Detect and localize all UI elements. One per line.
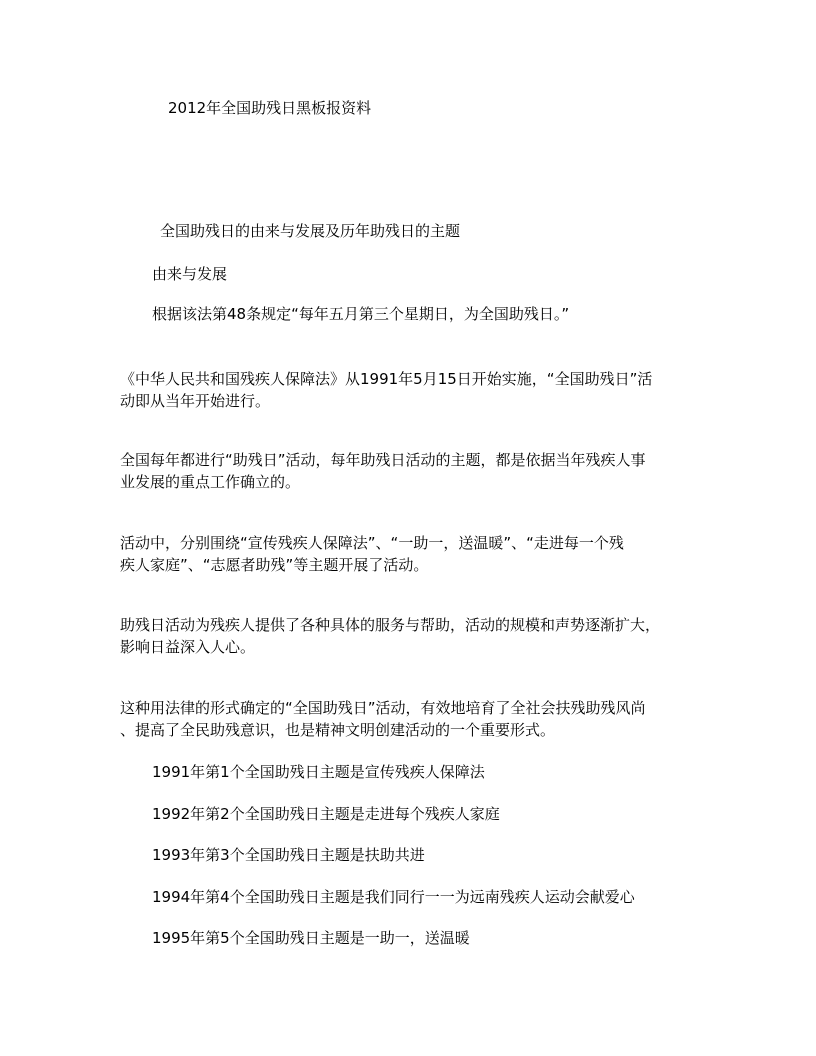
theme-item: 1993年第3个全国助残日主题是扶助共进 <box>152 846 425 864</box>
theme-item: 1992年第2个全国助残日主题是走进每个残疾人家庭 <box>152 805 500 823</box>
paragraph <box>120 449 710 493</box>
paragraph <box>120 368 710 412</box>
theme-item: 1995年第5个全国助残日主题是一助一，送温暖 <box>152 929 470 947</box>
paragraph-line: 业发展的重点工作确立的。 <box>120 473 301 491</box>
section-heading: 全国助残日的由来与发展及历年助残日的主题 <box>160 222 461 240</box>
theme-item: 1991年第1个全国助残日主题是宣传残疾人保障法 <box>152 763 485 781</box>
paragraph <box>120 697 710 741</box>
paragraph-line: 这种用法律的形式确定的“全国助残日”活动，有效地培育了全社会扶残助残风尚 <box>120 699 646 717</box>
paragraph-line: 影响日益深入人心。 <box>120 638 256 656</box>
paragraph-line: 助残日活动为残疾人提供了各种具体的服务与帮助，活动的规模和声势逐渐扩大， <box>120 616 661 634</box>
paragraph-line: 、提高了全民助残意识，也是精神文明创建活动的一个重要形式。 <box>120 721 556 739</box>
subheading: 由来与发展 <box>152 265 228 283</box>
paragraph-line: 全国每年都进行“助残日”活动，每年助残日活动的主题，都是依据当年残疾人事 <box>120 451 646 469</box>
document-title: 2012年全国助残日黑板报资料 <box>168 99 372 117</box>
intro-paragraph: 根据该法第48条规定“每年五月第三个星期日，为全国助残日。” <box>152 305 570 323</box>
paragraph-line: 疾人家庭”、“志愿者助残”等主题开展了活动。 <box>120 556 429 574</box>
paragraph-line: 活动中，分别围绕“宣传残疾人保障法”、“一助一，送温暖”、“走进每一个残 <box>120 534 624 552</box>
paragraph-line: 动即从当年开始进行。 <box>120 392 271 410</box>
theme-item: 1994年第4个全国助残日主题是我们同行一一为远南残疾人运动会献爱心 <box>152 888 635 906</box>
paragraph <box>120 614 710 658</box>
paragraph-line: 《中华人民共和国残疾人保障法》从1991年5月15日开始实施，“全国助残日”活 <box>120 370 653 388</box>
paragraph <box>120 532 710 576</box>
